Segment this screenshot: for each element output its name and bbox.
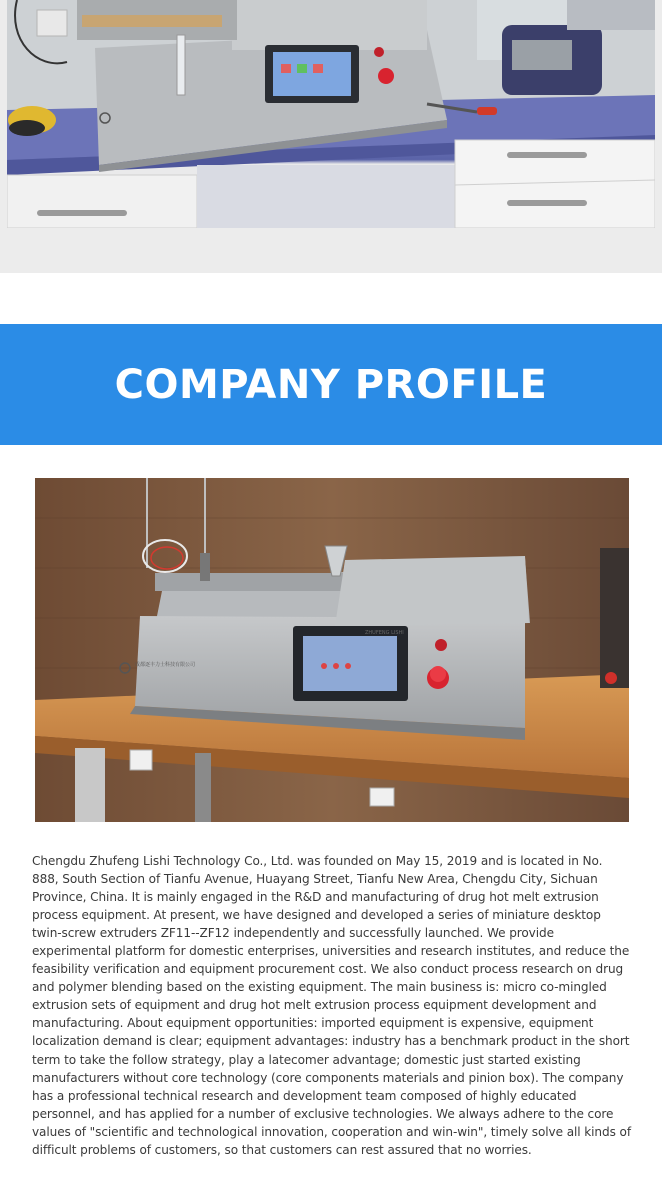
banner-title: COMPANY PROFILE — [114, 361, 548, 408]
lab-equipment-photo — [7, 0, 655, 228]
company-profile-paragraph: Chengdu Zhufeng Lishi Technology Co., Ltd. was founded on May 15, 2019 and is located in No. 888, South Section of Tianfu Avenue, Huayang Street, Tianfu New Area, Chengdu City, Sichuan Province, China. It is mainly engaged in the R&D and manufacturing of drug hot melt extrusion process equipment. At present, we have designed and developed a series of miniature desktop twin-screw extruders ZF11--ZF12 independently and successfully launched. We provide experimental platform for domestic enterprises, universities and research institutes, and reduce the feasibility verification and equipment procurement cost. We also conduct process research on drug and polymer blending based on the existing equipment. The main business is: micro co-mingled extrusion sets of equipment and drug hot melt extrusion process equipment development and manufacturing. About equipment opportunities: imported equipment is expensive, equipment localization demand is clear; equipment advantages: industry has a benchmark product in the short term to take the follow strategy, play a latecomer advantage; domestic just started existing manufacturers without core technology (core components materials and pinion box). The company has a professional technical research and development team composed of highly educated personnel, and has applied for a number of exclusive technologies. We always adhere to the core values of "scientific and technological innovation, cooperation and win-win", timely solve all kinds of difficult problems of customers, so that customers can rest assured that no worries. — [32, 854, 631, 1157]
top-image-section — [0, 0, 662, 273]
lab-equipment-illustration — [7, 0, 655, 228]
machine-logo-text: 成都逐丰力士科技有限公司 — [135, 662, 196, 668]
company-profile-banner — [0, 324, 662, 445]
extruder-photo — [35, 478, 629, 822]
screen-brand-text: ZHUFENG LISHI — [365, 630, 404, 636]
extruder-illustration — [35, 478, 629, 822]
